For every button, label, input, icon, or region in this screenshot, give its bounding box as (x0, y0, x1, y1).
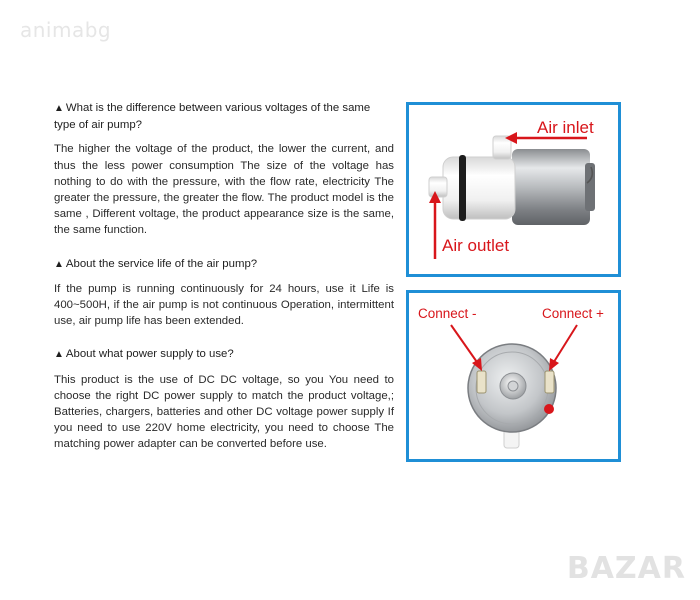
watermark-top: animabg (20, 18, 112, 42)
faq-question (54, 100, 394, 133)
motor-shaft (508, 381, 518, 391)
triangle-bullet-icon: ▲ (54, 103, 64, 114)
triangle-bullet-icon: ▲ (54, 349, 64, 361)
air-inlet-label: Air inlet (537, 118, 594, 137)
pump-side-view-panel (406, 102, 621, 277)
faq-section-power-supply (54, 346, 394, 452)
faq-section-voltage (54, 100, 394, 239)
faq-answer: The higher the voltage of the product, the lower the current, and thus the less power consumption The size of the voltage has nothing to do with the pressure, with the flow rate, electricity The greater the pressure, the greater the flow. The product model is the same , Different voltage, the product appearance size is the same, the same function. (54, 143, 394, 237)
negative-terminal (477, 371, 486, 393)
motor-endcap (585, 163, 595, 211)
motor-back-view-panel (406, 290, 621, 462)
faq-question (54, 346, 394, 363)
faq-section-service-life (54, 256, 394, 330)
faq-answer: This product is the use of DC DC voltage, so you You need to choose the right DC power supply to match the product voltage,; Batteries, chargers, batteries and other DC voltage power supply If you need to use 220V home electricity, you need to choose The matching power adapter can be converted before use. (54, 373, 394, 451)
o-ring (459, 155, 466, 221)
watermark-bottom: BAZAR (566, 551, 686, 586)
air-outlet-nozzle (429, 177, 447, 197)
positive-terminal (545, 371, 554, 393)
question-text: About the service life of the air pump? (65, 257, 258, 270)
triangle-bullet-icon: ▲ (54, 258, 64, 270)
faq-text-column (54, 100, 394, 470)
question-text: What is the difference between various voltages of the same type of air pump? (54, 102, 371, 132)
question-text: About what power supply to use? (65, 348, 234, 361)
positive-marker-dot (544, 404, 554, 414)
motor-can (512, 149, 590, 225)
minus-arrow-line (451, 325, 479, 365)
faq-answer: If the pump is running continuously for 24 hours, use it Life is 400~500H, if the air pump is not continuous Operation, intermittent use, air pump life has been extended. (54, 282, 394, 328)
pump-head (443, 157, 515, 219)
air-outlet-label: Air outlet (442, 236, 510, 255)
plus-arrow-line (552, 325, 577, 365)
connect-plus-label: Connect + (542, 306, 604, 321)
connect-minus-label: Connect - (418, 306, 477, 321)
faq-question (54, 256, 394, 273)
